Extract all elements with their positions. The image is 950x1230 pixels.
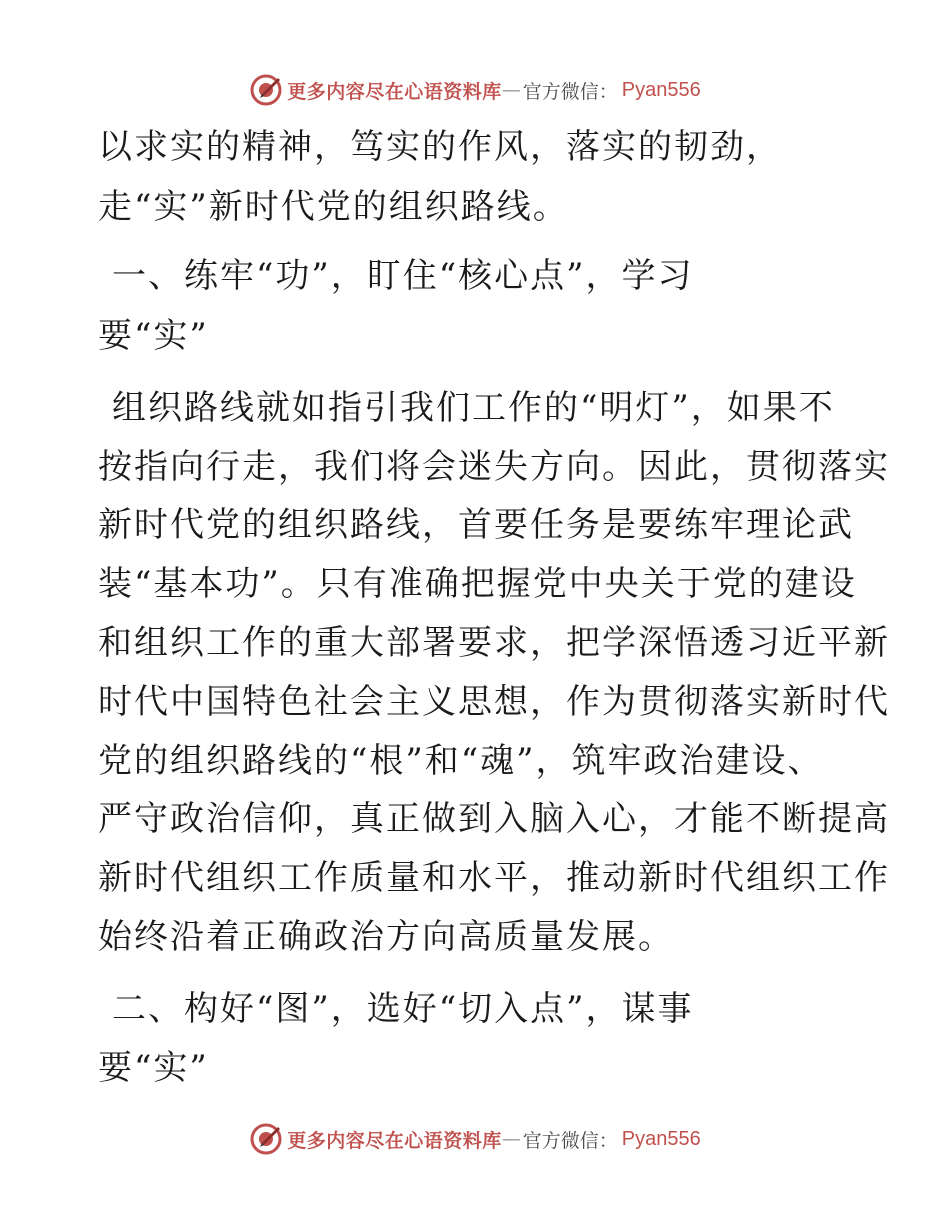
paragraph-line-8: 严守政治信仰，真正做到入脑入心，才能不断提高 xyxy=(98,799,890,839)
paragraph-line-1: 组织路线就如指引我们工作的“明灯”，如果不 xyxy=(112,388,835,428)
paragraph-line-5: 和组织工作的重大部署要求，把学深悟透习近平新 xyxy=(98,623,890,663)
banner-separator: — xyxy=(501,79,521,101)
pen-logo-icon xyxy=(249,73,283,107)
section-heading-2-cont: 要“实” xyxy=(98,1048,209,1088)
body-line-2: 走“实”新时代党的组织路线。 xyxy=(98,187,569,227)
body-line-1: 以求实的精神，笃实的作风，落实的韧劲， xyxy=(98,127,782,167)
banner-wechat-id: Pyan556 xyxy=(621,78,701,101)
paragraph-line-4: 装“基本功”。只有准确把握党中央关于党的建设 xyxy=(98,564,857,604)
banner-wechat-label: 官方微信： xyxy=(522,80,618,103)
footer-wechat-id: Pyan556 xyxy=(621,1127,701,1150)
footer-separator: — xyxy=(501,1128,521,1150)
paragraph-line-10: 始终沿着正确政治方向高质量发展。 xyxy=(98,917,674,957)
paragraph-line-6: 时代中国特色社会主义思想，作为贯彻落实新时代 xyxy=(98,682,890,722)
footer-banner xyxy=(0,1119,950,1159)
header-banner xyxy=(0,70,950,110)
banner-brand: 更多内容尽在心语资料库 xyxy=(287,80,502,103)
paragraph-line-7: 党的组织路线的“根”和“魂”，筑牢政治建设、 xyxy=(98,741,824,781)
section-heading-2: 二、构好“图”，选好“切入点”，谋事 xyxy=(112,989,694,1029)
footer-wechat-label: 官方微信： xyxy=(522,1129,618,1152)
paragraph-line-3: 新时代党的组织路线，首要任务是要练牢理论武 xyxy=(98,505,854,545)
paragraph-line-2: 按指向行走，我们将会迷失方向。因此，贯彻落实 xyxy=(98,447,890,487)
section-heading-1-cont: 要“实” xyxy=(98,316,209,356)
footer-brand: 更多内容尽在心语资料库 xyxy=(287,1129,502,1152)
paragraph-line-9: 新时代组织工作质量和水平，推动新时代组织工作 xyxy=(98,858,890,898)
section-heading-1: 一、练牢“功”，盯住“核心点”，学习 xyxy=(112,256,694,296)
pen-logo-icon xyxy=(249,1122,283,1156)
